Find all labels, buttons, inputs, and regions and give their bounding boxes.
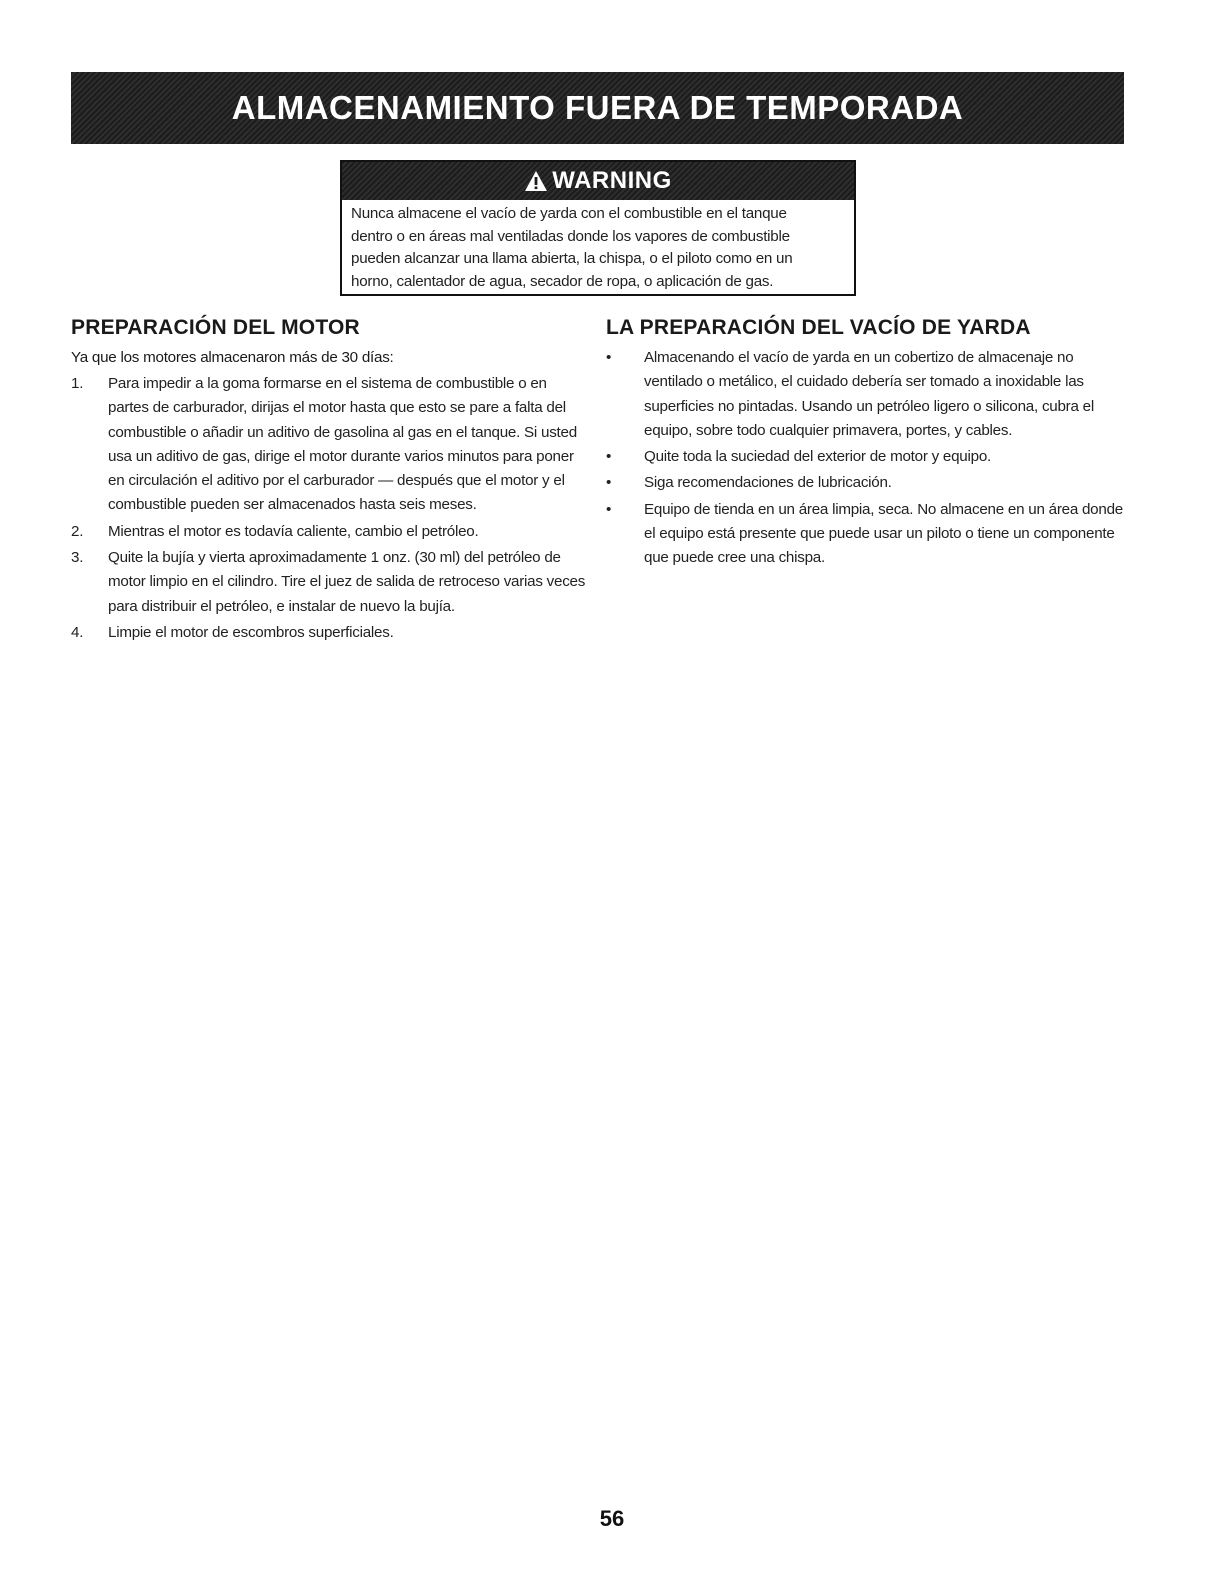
warning-line: horno, calentador de agua, secador de ropa, o aplicación de gas. bbox=[351, 272, 774, 290]
warning-box bbox=[340, 160, 856, 296]
step-text: Limpie el motor de escombros superficiales. bbox=[108, 623, 394, 641]
warning-header bbox=[342, 162, 854, 200]
step-text: Para impedir a la goma formarse en el sistema de combustible o en partes de carburador, dirijas el motor hasta que esto se pare a falta del combustible o añadir un aditivo de gasolina al gas en el tanque. Si usted usa un aditivo de gas, dirige el motor durante varios minutos para poner en circulación el aditivo por el carburador — después que el motor y el combustible pueden ser almacenados hasta seis meses. bbox=[108, 375, 577, 514]
warning-line: Nunca almacene el vacío de yarda con el combustible en el tanque bbox=[351, 205, 787, 222]
yarda-heading: LA PREPARACIÓN DEL VACÍO DE YARDA bbox=[606, 316, 1031, 339]
bullet-icon: • bbox=[606, 448, 612, 466]
step-number: 4. bbox=[71, 623, 84, 641]
list-item bbox=[71, 520, 586, 544]
warning-line: dentro o en áreas mal ventiladas donde los vapores de combustible bbox=[351, 227, 790, 245]
page-number: 56 bbox=[599, 1506, 625, 1531]
bullet-text: Almacenando el vacío de yarda en un cobertizo de almacenaje no ventilado o metálico, el cuidado debería ser tomado a inoxidable las superficies no pintadas. Usando un petróleo ligero o silicona, cubra el equipo, sobre todo cualquier primavera, portes, y cables. bbox=[644, 349, 1094, 439]
step-number: 1. bbox=[71, 375, 84, 392]
motor-section bbox=[71, 316, 586, 647]
list-item bbox=[71, 621, 586, 645]
list-item bbox=[71, 372, 586, 518]
step-number: 3. bbox=[71, 549, 84, 567]
banner-title: ALMACENAMIENTO FUERA DE TEMPORADA bbox=[231, 89, 964, 126]
bullet-icon: • bbox=[606, 474, 612, 492]
warning-text bbox=[342, 200, 854, 293]
warning-title: WARNING bbox=[552, 167, 672, 194]
motor-steps bbox=[71, 372, 586, 645]
list-item bbox=[71, 546, 586, 619]
warning-line: pueden alcanzar una llama abierta, la chispa, o el piloto como en un bbox=[351, 250, 793, 267]
yarda-list bbox=[606, 346, 1126, 571]
motor-heading: PREPARACIÓN DEL MOTOR bbox=[71, 316, 360, 339]
list-item bbox=[606, 445, 1126, 469]
bullet-text: Equipo de tienda en un área limpia, seca. No almacene en un área donde el equipo está presente que puede usar un piloto o tiene un componente que puede cree una chispa. bbox=[644, 500, 1123, 567]
step-number: 2. bbox=[71, 522, 84, 540]
yarda-section bbox=[606, 316, 1126, 573]
list-item bbox=[606, 346, 1126, 443]
bullet-icon: • bbox=[606, 349, 612, 366]
section-banner bbox=[71, 72, 1124, 144]
bullet-text: Siga recomendaciones de lubricación. bbox=[644, 474, 892, 492]
list-item bbox=[606, 498, 1126, 571]
warning-triangle-icon bbox=[524, 170, 548, 192]
step-text: Mientras el motor es todavía caliente, cambio el petróleo. bbox=[108, 522, 479, 540]
motor-intro: Ya que los motores almacenaron más de 30 días: bbox=[71, 349, 394, 366]
bullet-text: Quite toda la suciedad del exterior de motor y equipo. bbox=[644, 448, 991, 466]
list-item bbox=[606, 471, 1126, 495]
step-text: Quite la bujía y vierta aproximadamente 1 onz. (30 ml) del petróleo de motor limpio en el cilindro. Tire el juez de salida de retroceso varias veces para distribuir el petróleo, e instalar de nuevo la bujía. bbox=[108, 549, 586, 615]
bullet-icon: • bbox=[606, 500, 612, 518]
